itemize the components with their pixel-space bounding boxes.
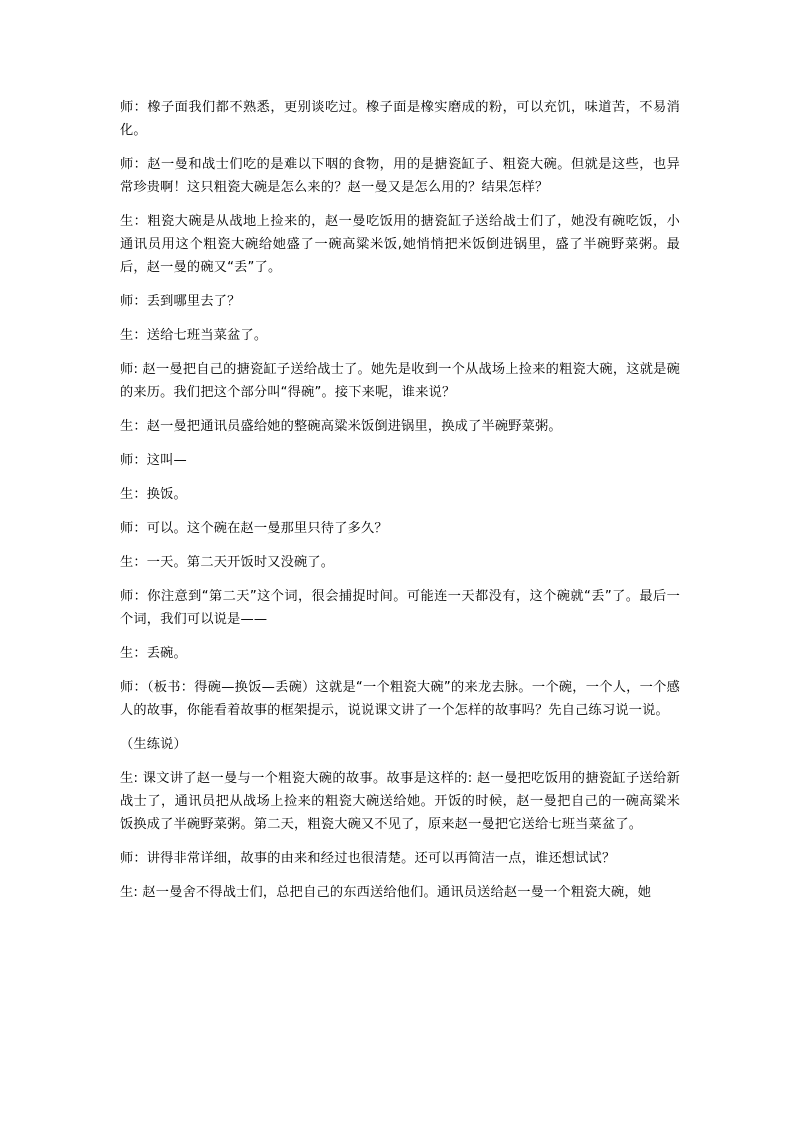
document-body xyxy=(120,96,680,915)
paragraph: 师：可以。这个碗在赵一曼那里只待了多久？ xyxy=(120,521,388,536)
paragraph: 生: 课文讲了赵一曼与一个粗瓷大碗的故事。故事是这样的: 赵一曼把吃饭用的搪瓷缸子送给新战士了，通讯员把从战场上捡来的粗瓷大碗送给她。开饭的时候，赵一曼把自己的一碗高粱米饭换成了半碗野菜粥。第二天，粗瓷大碗又不见了，原来赵一曼把它送给七班当菜盆了。 xyxy=(120,771,680,832)
paragraph: 生：粗瓷大碗是从战地上捡来的，赵一曼吃饭用的搪瓷缸子送给战士们了，她没有碗吃饭，小通讯员用这个粗瓷大碗给她盛了一碗高粱米饭,她悄悄把米饭倒进锅里，盛了半碗野菜粥。最后，赵一曼的碗又“丢”了。 xyxy=(120,214,680,275)
paragraph: 师：（板书：得碗—换饭—丢碗）这就是“一个粗瓷大碗”的来龙去脉。一个碗，一个人，一个感人的故事，你能看着故事的框架提示，说说课文讲了一个怎样的故事吗？先自己练习说一说。 xyxy=(120,680,680,718)
paragraph: 师：你注意到“第二天”这个词，很会捕捉时间。可能连一天都没有，这个碗就“丢”了。最后一个词，我们可以说是—— xyxy=(120,589,680,627)
paragraph: 生: 赵一曼舍不得战士们，总把自己的东西送给他们。通讯员送给赵一曼一个粗瓷大碗，她 xyxy=(120,885,652,900)
paragraph: 生：送给七班当菜盆了。 xyxy=(120,328,268,343)
paragraph: 师：丢到哪里去了？ xyxy=(120,294,241,309)
paragraph: 师：讲得非常详细，故事的由来和经过也很清楚。还可以再简洁一点，谁还想试试？ xyxy=(120,851,616,866)
paragraph: 师：赵一曼和战士们吃的是难以下咽的食物，用的是搪瓷缸子、粗瓷大碗。但就是这些，也异常珍贵啊！这只粗瓷大碗是怎么来的？赵一曼又是怎么用的？结果怎样？ xyxy=(120,157,680,195)
paragraph: 师：这叫— xyxy=(120,453,187,468)
paragraph: 师：橡子面我们都不熟悉，更别谈吃过。橡子面是橡实磨成的粉，可以充饥，味道苦，不易消化。 xyxy=(120,100,680,138)
paragraph: （生练说） xyxy=(120,737,187,752)
paragraph: 生：换饭。 xyxy=(120,487,187,502)
paragraph: 师: 赵一曼把自己的搪瓷缸子送给战士了。她先是收到一个从战场上捡来的粗瓷大碗，这就是碗的来历。我们把这个部分叫“得碗”。接下来呢，谁来说？ xyxy=(120,362,680,400)
paragraph: 生：丢碗。 xyxy=(120,646,187,661)
paragraph: 生：一天。第二天开饭时又没碗了。 xyxy=(120,555,335,570)
paragraph: 生：赵一曼把通讯员盛给她的整碗高粱米饭倒进锅里，换成了半碗野菜粥。 xyxy=(120,419,562,434)
